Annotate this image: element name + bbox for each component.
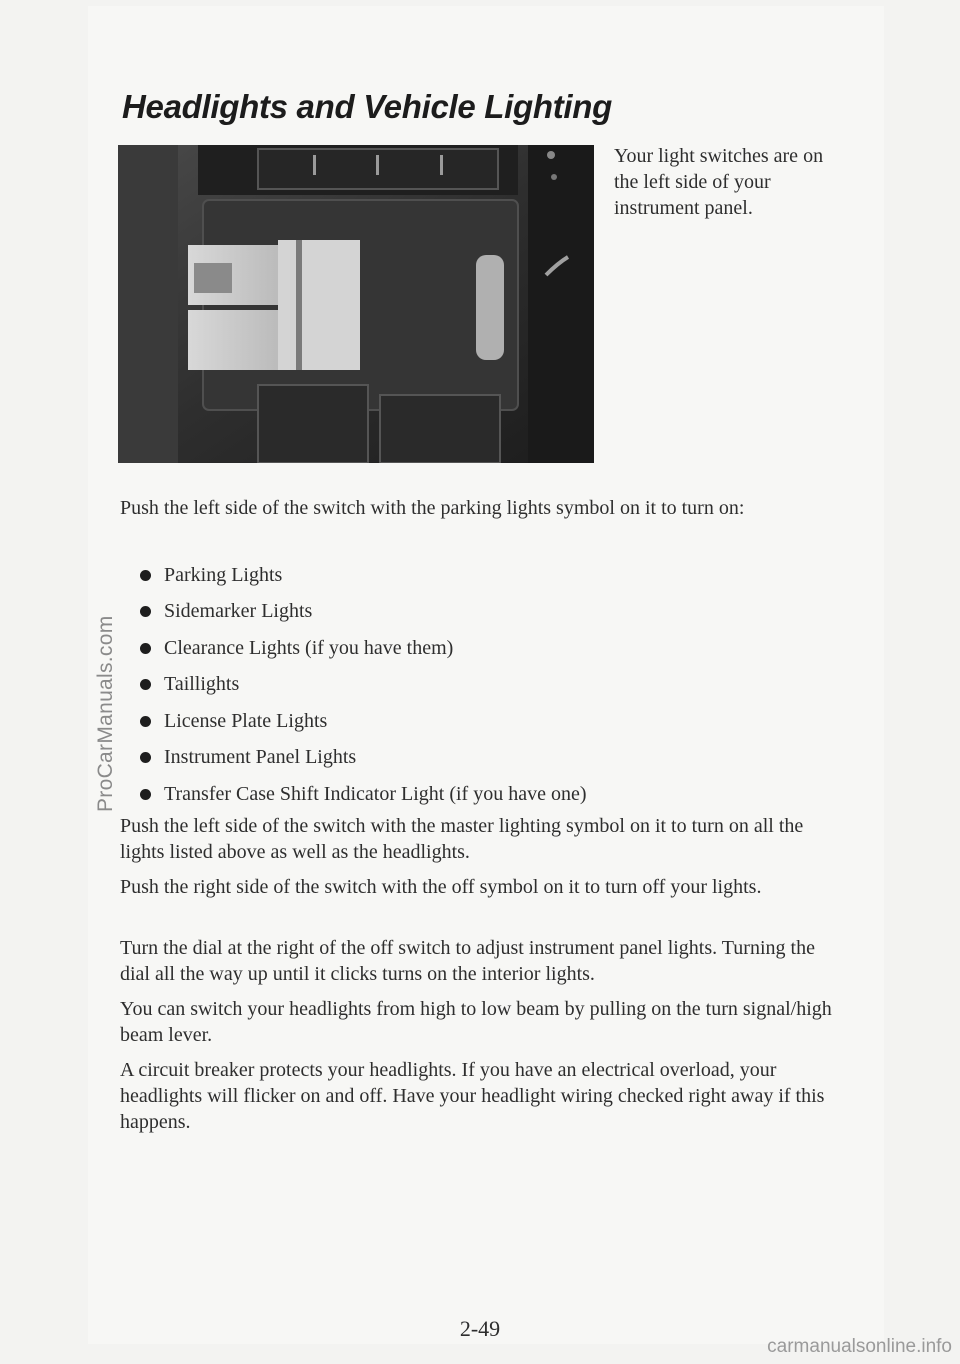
page-title: Headlights and Vehicle Lighting [122, 88, 613, 125]
bullet-icon [140, 570, 151, 581]
list-item: Clearance Lights (if you have them) [140, 630, 587, 667]
intro-paragraph: Push the left side of the switch with the parking lights symbol on it to turn on: [120, 497, 745, 519]
list-item: Sidemarker Lights [140, 594, 587, 631]
light-switch-photo [118, 145, 594, 463]
lights-list [140, 557, 587, 813]
paragraph-circuit-breaker: A circuit breaker protects your headlights. If you have an electrical overload, your headlights will flicker on and off. Have your headlight wiring checked right away if this happens. [120, 1059, 825, 1133]
bullet-icon [140, 752, 151, 763]
list-item: Instrument Panel Lights [140, 740, 587, 777]
list-item: Taillights [140, 667, 587, 704]
list-item: Parking Lights [140, 557, 587, 594]
footer-watermark: carmanualsonline.info [767, 1336, 952, 1357]
bullet-icon [140, 679, 151, 690]
bullet-icon [140, 606, 151, 617]
page-number: 2-49 [459, 1316, 501, 1341]
bullet-icon [140, 789, 151, 800]
paragraph-high-low-beam: You can switch your headlights from high to low beam by pulling on the turn signal/high beam lever. [120, 998, 832, 1046]
side-watermark: ProCarManuals.com [94, 615, 117, 812]
list-item: License Plate Lights [140, 703, 587, 740]
paragraph-master-lighting: Push the left side of the switch with the master lighting symbol on it to turn on all the lights listed above as well as the headlights. [120, 815, 804, 863]
photo-caption: Your light switches are on the left side of your instrument panel. [614, 145, 824, 219]
bullet-icon [140, 716, 151, 727]
list-item: Transfer Case Shift Indicator Light (if you have one) [140, 776, 587, 813]
paragraph-dial: Turn the dial at the right of the off switch to adjust instrument panel lights. Turning the dial all the way up until it clicks turns on the interior lights. [120, 937, 815, 985]
bullet-icon [140, 643, 151, 654]
paragraph-off-switch: Push the right side of the switch with the off symbol on it to turn off your lights. [120, 876, 762, 898]
